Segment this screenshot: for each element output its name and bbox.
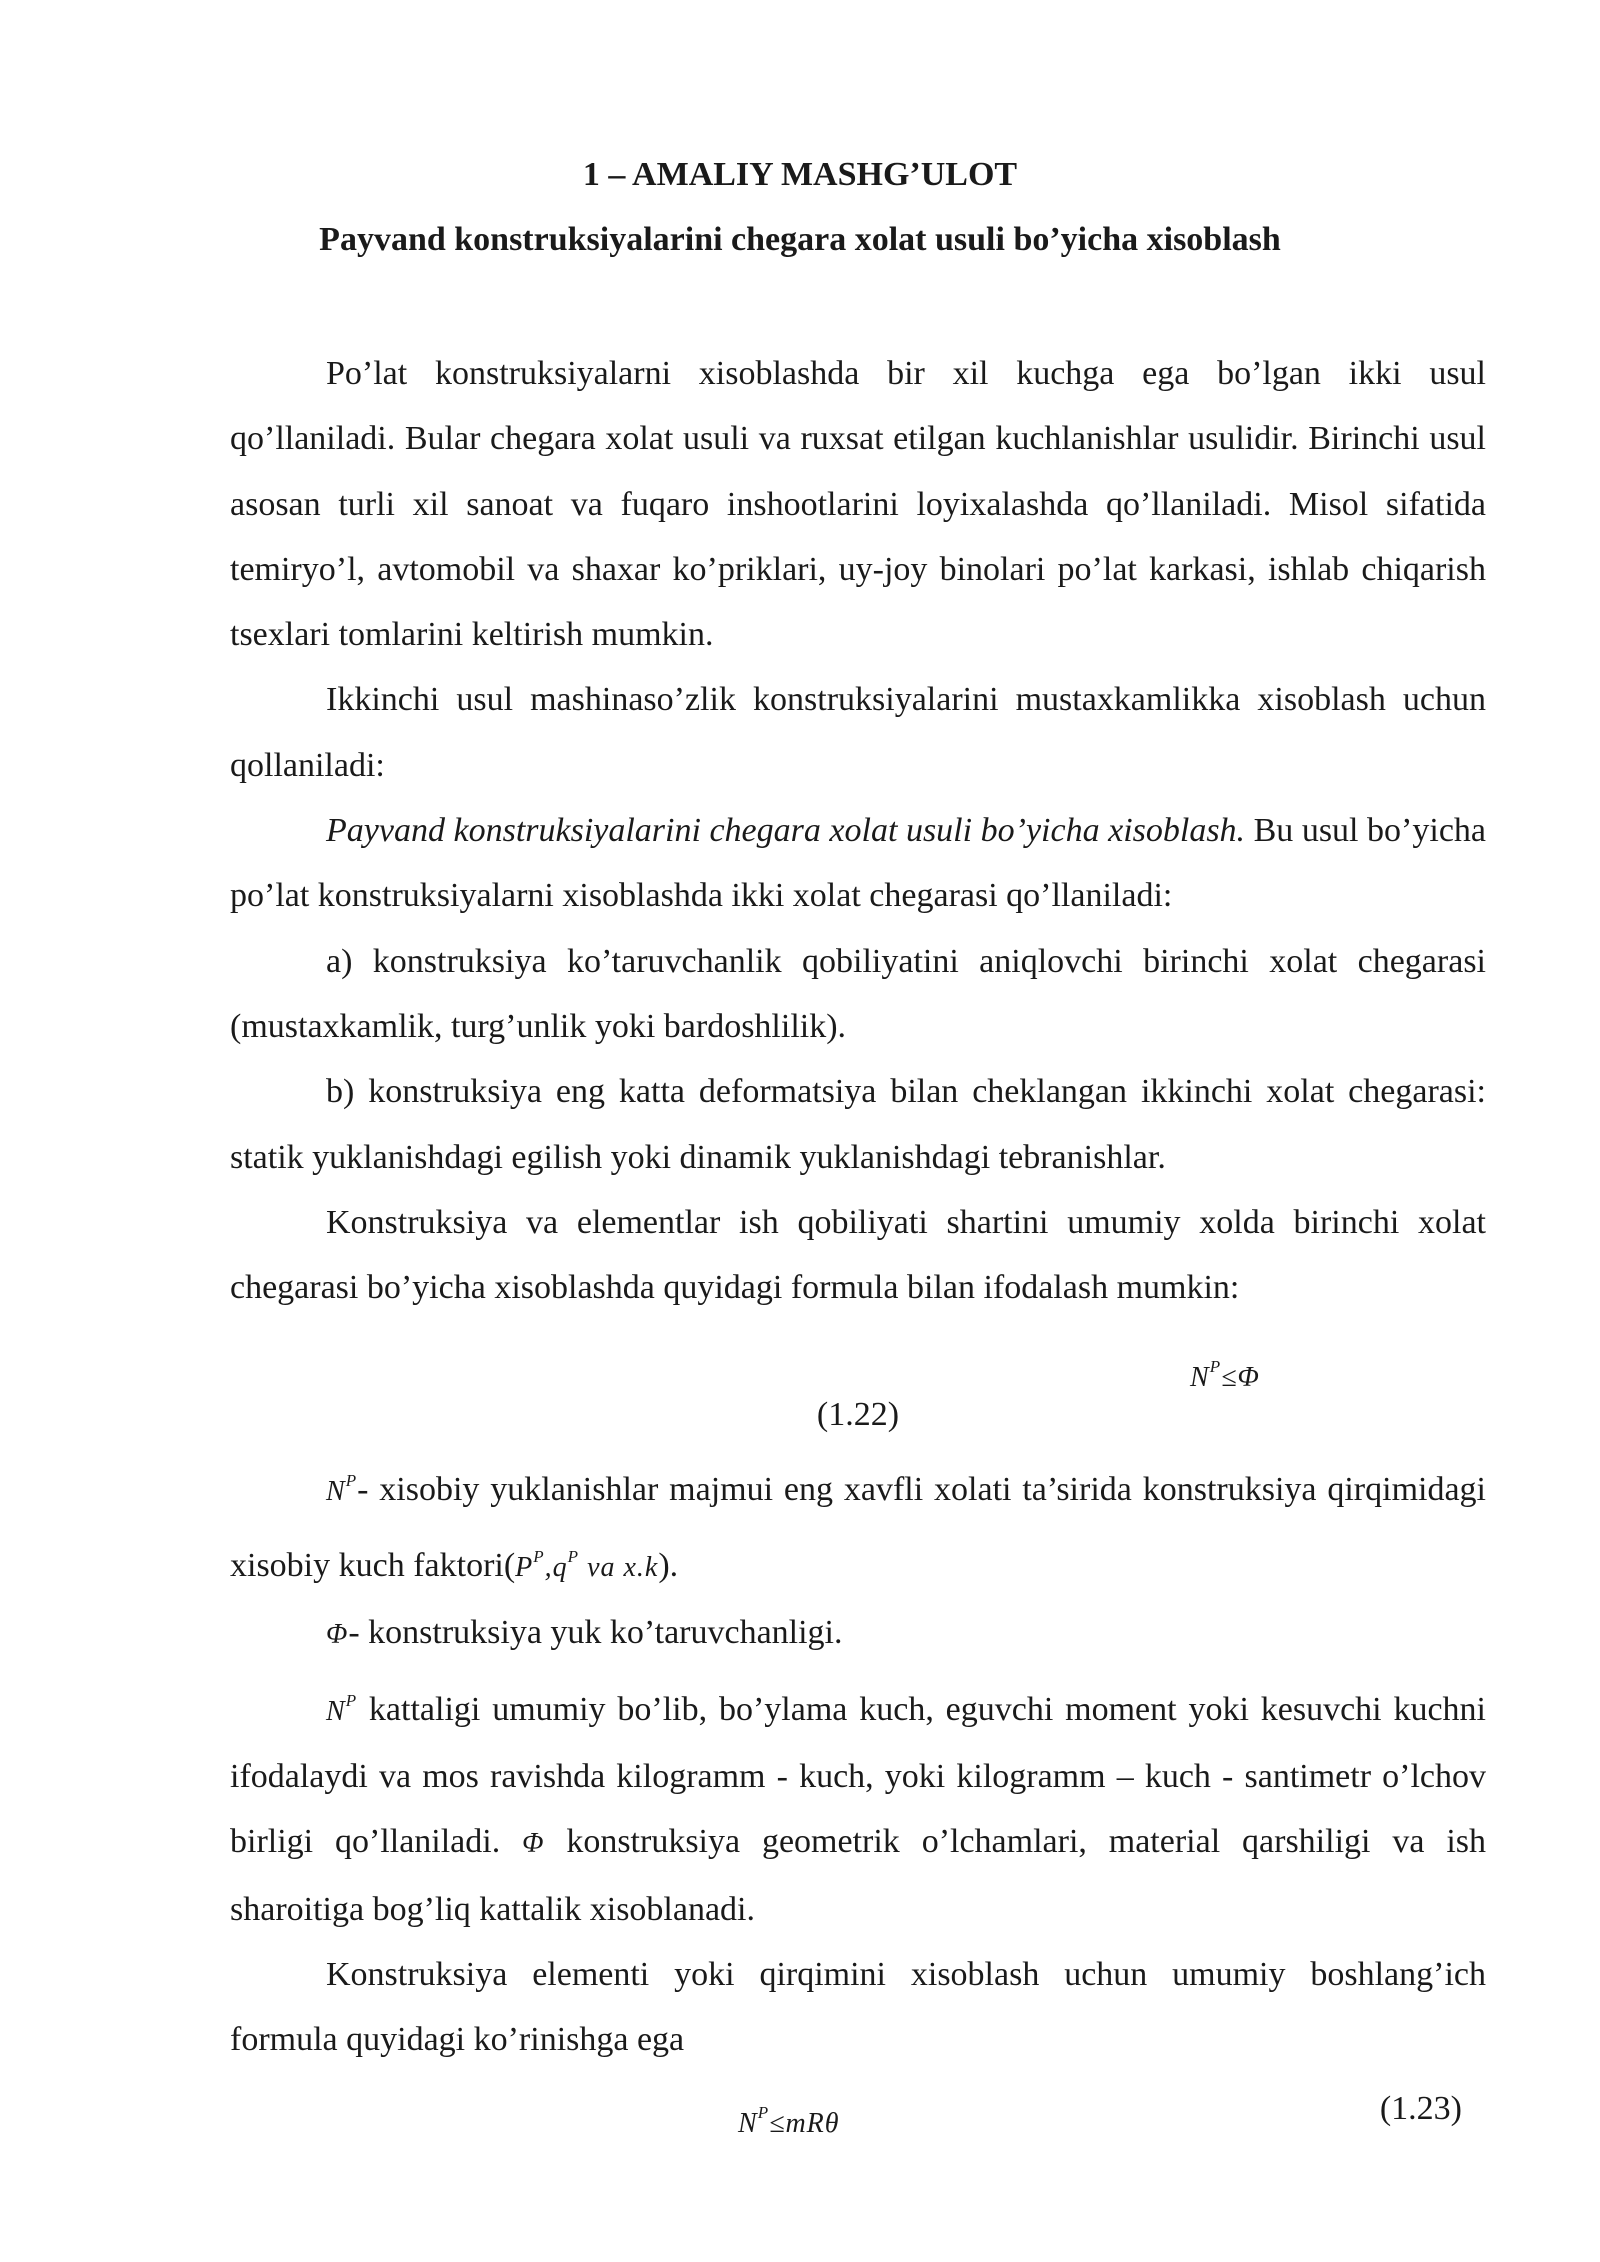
formula-superscript: P <box>567 1547 580 1567</box>
formula-phi: Φ <box>522 1828 545 1860</box>
formula-force-factors <box>515 1547 659 1584</box>
paragraph-text: kattaligi umumiy bo’lib, bo’ylama kuch, eguvchi moment yoki kesuvchi kuchni ifodalaydi va mos ravishda kilogramm - kuch, yoki kilogramm – kuch - santimetr o’lchov birligi qo’llaniladi. <box>230 1690 1486 1861</box>
formula-symbol-p: P <box>515 1552 534 1584</box>
paragraph-item-b: b) konstruksiya eng katta deformatsiya bilan cheklangan ikkinchi xolat chegarasi: statik yuklanishdagi egilish yoki dinamik yuklanishdagi tebranishlar. <box>230 1073 1486 1176</box>
formula-symbol-n: N <box>326 1475 346 1507</box>
document-body <box>230 341 1486 2140</box>
paragraph-second-method: Ikkinchi usul mashinaso’zlik konstruksiyalarini mustaxkamlikka xisoblash uchun qollaniladi: <box>230 681 1486 784</box>
page-subtitle: Payvand konstruksiyalarini chegara xolat usuli bo’yicha xisoblash <box>319 221 1281 258</box>
formula-relation: ≤Φ <box>1221 1362 1260 1394</box>
paragraph-text: - xisobiy yuklanishlar majmui eng xavfli xolati ta’sirida konstruksiya qirqimidagi xisobiy kuch faktori( <box>230 1470 1486 1585</box>
formula-1-23-line <box>230 2072 1486 2140</box>
formula-superscript: P <box>345 1690 358 1710</box>
paragraph-item-a: a) konstruksiya ko’taruvchanlik qobiliyatini aniqlovchi birinchi xolat chegarasi (mustaxkamlik, turg’unlik yoki bardoshlilik). <box>230 942 1486 1045</box>
formula-superscript: P <box>345 1470 358 1490</box>
paragraph-condition: Konstruksiya va elementlar ish qobiliyati shartini umumiy xolda birinchi xolat chegarasi bo’yicha xisoblashda quyidagi formula bilan ifodalash mumkin: <box>230 1203 1486 1307</box>
formula-relation: ≤mRθ <box>769 2108 840 2140</box>
formula-1-23 <box>738 2080 840 2156</box>
paragraph-text: - konstruksiya yuk ko’taruvchanligi. <box>348 1614 843 1652</box>
formula-1-22 <box>1190 1334 1260 1410</box>
paragraph-text: ). <box>658 1547 679 1585</box>
formula-tail: va x.k <box>579 1552 659 1584</box>
formula-symbol-n: N <box>326 1695 346 1727</box>
paragraph-phi-definition <box>230 1600 1486 1667</box>
paragraph-np-magnitude <box>230 1668 1486 1942</box>
formula-np <box>326 1690 358 1727</box>
formula-phi: Φ <box>326 1619 349 1651</box>
formula-superscript: P <box>757 2103 770 2123</box>
page-title: 1 – AMALIY MASHG’ULOT <box>582 156 1018 193</box>
formula-np <box>326 1470 358 1507</box>
formula-symbol-q: ,q <box>544 1552 568 1584</box>
italic-heading: Payvand konstruksiyalarini chegara xolat usuli bo’yicha xisoblash. <box>326 812 1246 850</box>
paragraph-np-definition <box>230 1448 1486 1601</box>
paragraph-limit-state-method <box>230 798 1486 929</box>
formula-superscript: P <box>533 1547 545 1567</box>
formula-symbol-n: N <box>738 2108 758 2140</box>
equation-number-1-23: (1.23) <box>1379 2090 1462 2128</box>
formula-1-22-line <box>230 1320 1486 1394</box>
formula-superscript: P <box>1209 1357 1222 1377</box>
paragraph-text: Bu usul bo’yicha po’lat konstruksiyalarni xisoblashda ikki xolat chegarasi qo’llaniladi: <box>230 812 1486 915</box>
paragraph-text: konstruksiya geometrik o’lchamlari, material qarshiligi va ish sharoitiga bog’liq kattalik xisoblanadi. <box>230 1823 1486 1928</box>
equation-number-1-22: (1.22) <box>816 1396 900 1434</box>
formula-symbol-n: N <box>1190 1362 1210 1394</box>
paragraph-intro: Po’lat konstruksiyalarni xisoblashda bir xil kuchga ega bo’lgan ikki usul qo’llaniladi. Bular chegara xolat usuli va ruxsat etilgan kuchlanishlar usulidir. Birinchi usul asosan turli xil sanoat va fuqaro inshootlarini loyixalashda qo’llaniladi. Misol sifatida temiryo’l, avtomobil va shaxar ko’priklari, uy-joy binolari po’lat karkasi, ishlab chiqarish tsexlari tomlarini keltirish mumkin. <box>230 355 1486 654</box>
paragraph-general-formula: Konstruksiya elementi yoki qirqimini xisoblash uchun umumiy boshlang’ich formula quyidagi ko’rinishga ega <box>230 1955 1486 2059</box>
